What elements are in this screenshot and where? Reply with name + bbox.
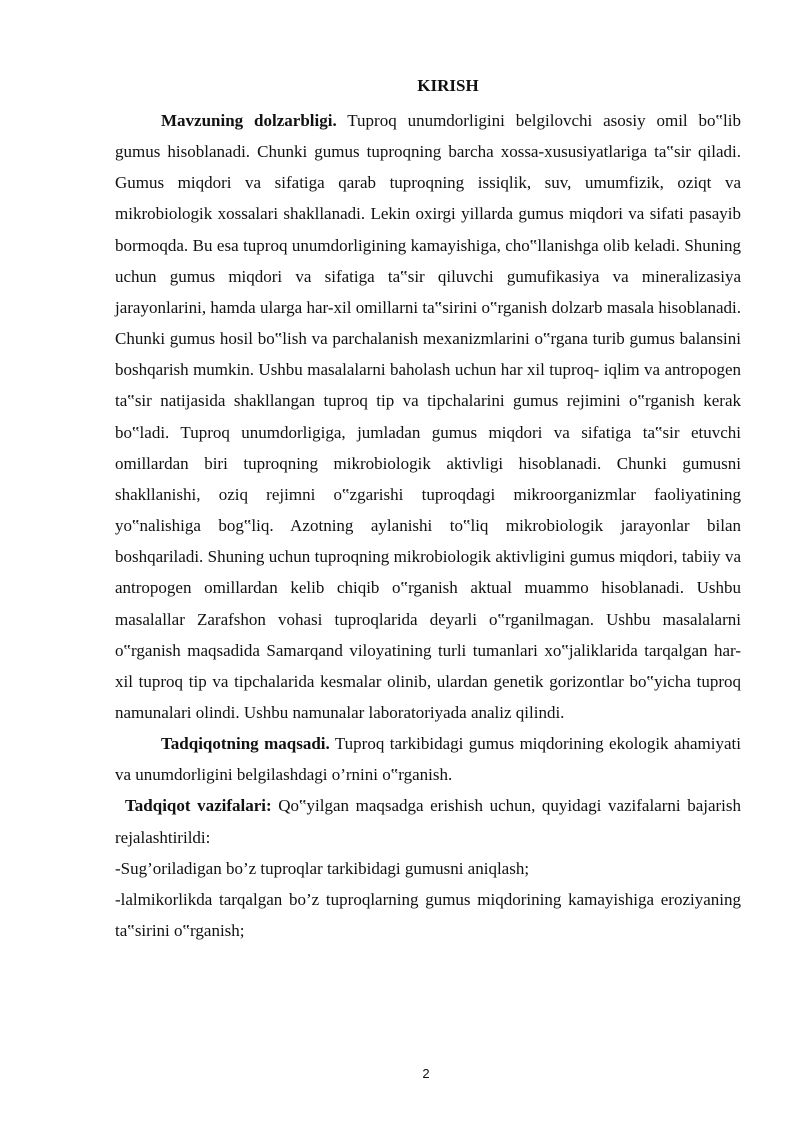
paragraph-goal [115, 728, 741, 790]
paragraph-lead-relevance: Mavzuning dolzarbligi. [161, 111, 337, 130]
paragraph-lead-tasks: Tadqiqot vazifalari: [125, 796, 272, 816]
paragraph-text-goal: Tuproq tarkibidagi gumus miqdorining ekologik ahamiyati va unumdorligini belgilashdagi o’rnini o‟rganish. [115, 734, 741, 785]
list-item: -lalmikorlikda tarqalgan bo’z tuproqlarning gumus miqdorining kamayishiga eroziyaning ta‟sirini o‟rganish; [115, 889, 741, 941]
paragraph-text-relevance: Tuproq unumdorligini belgilovchi asosiy omil bo‟lib gumus hisoblanadi. Chunki gumus tuproqning barcha xossa-xususiyatlariga ta‟sir qiladi. Gumus miqdori va sifatiga qarab tuproqning issiqlik, suv, umumfizik, oziqt va mikrobiologik xossalari shakllanadi. Lekin oxirgi yillarda gumus miqdori va sifati pasayib bormoqda. Bu esa tuproq unumdorligining kamayishiga, cho‟llanishga olib keladi. Shuning uchun gumus miqdori va sifatiga ta‟sir qiluvchi gumufikasiya va mineralizasiya jarayonlarini, hamda ularga har-xil omillarni ta‟sirini o‟rganish dolzarb masala hisoblanadi. Chunki gumus hosil bo‟lish va parchalanish mexanizmlarini o‟rgana turib gumus balansini boshqarish mumkin. Ushbu masalalarni baholash uchun har xil tuproq- iqlim va antropogen ta‟sir natijasida shakllangan tuproq tip va tipchalarini gumus rejimini o‟rganish kerak bo‟ladi. Tuproq unumdorligiga, jumladan gumus miqdori va sifatiga ta‟sir etuvchi omillardan biri tuproqning mikrobiologik aktivligi hisoblanadi. Chunki gumusni shakllanishi, oziq rejimni o‟zgarishi tuproqdagi mikroorganizmlar faoliyatining yo‟nalishiga bog‟liq. Azotning aylanishi to‟liq mikrobiologik jarayonlar bilan boshqariladi. Shuning uchun tuproqning mikrobiologik aktivligini gumus miqdori, tabiiy va antropogen omillardan kelib chiqib o‟rganish aktual muammo hisoblanadi. Ushbu masalallar Zarafshon vohasi tuproqlarida deyarli o‟rganilmagan. Ushbu masalalarni o‟rganish maqsadida Samarqand viloyatining turli tumanlari xo‟jaliklarida tarqalgan har-xil tuproq tip va tipchalarida kesmalar olinib, ulardan genetik gorizontlar bo‟yicha tuproq namunalari olindi. Ushbu namunalar laboratoriyada analiz qilindi. [115, 111, 742, 722]
paragraph-text-tasks: Qo‟yilgan maqsadga erishish uchun, quyidagi vazifalarni bajarish rejalashtirildi: [115, 796, 742, 847]
document-page [115, 74, 741, 946]
paragraph-tasks [115, 790, 741, 852]
list-item: -Sug’oriladigan bo’z tuproqlar tarkibidagi gumusni aniqlash; [115, 858, 530, 878]
paragraph-lead-goal: Tadqiqotning maqsadi. [161, 734, 330, 754]
page-number: 2 [422, 1066, 430, 1081]
section-title: KIRISH [417, 76, 479, 95]
paragraph-relevance [115, 105, 741, 728]
